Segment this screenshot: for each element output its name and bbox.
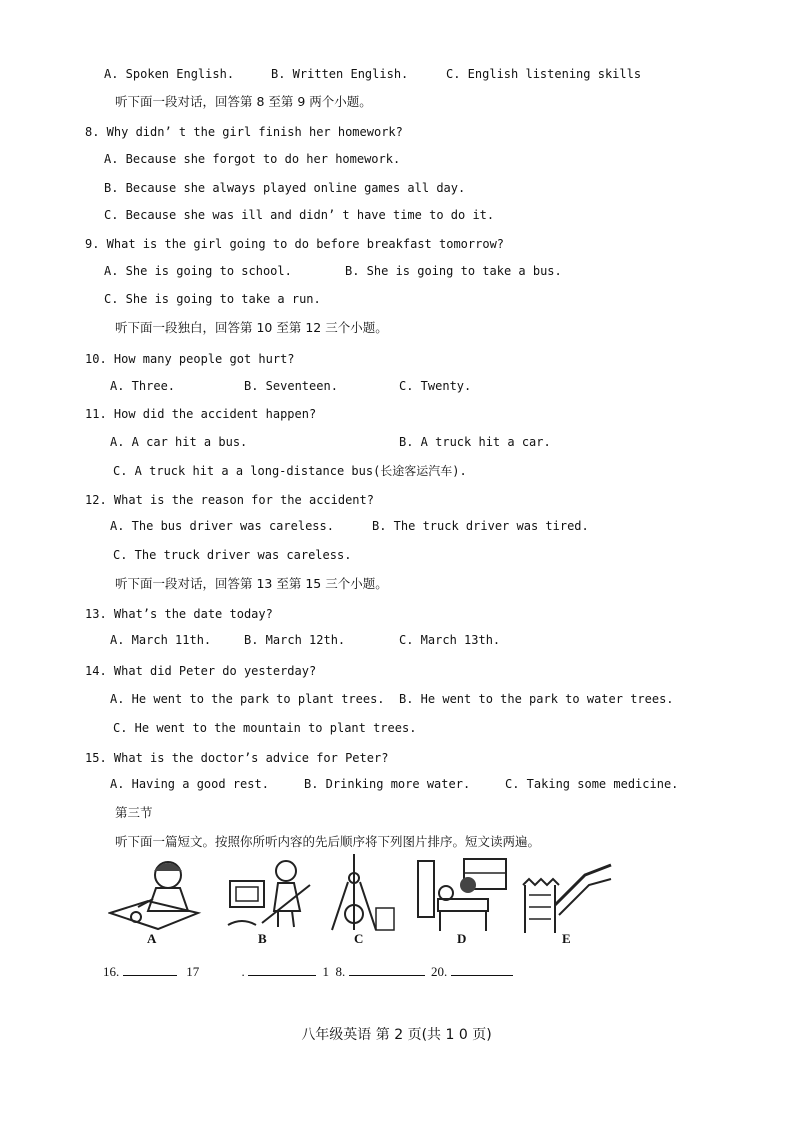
answer-17-blank[interactable] — [248, 963, 316, 976]
q14-stem: 14. What did Peter do yesterday? — [85, 664, 317, 678]
q12-stem: 12. What is the reason for the accident? — [85, 493, 374, 507]
answer-16-blank[interactable] — [123, 963, 177, 976]
q15-option-a: A. Having a good rest. — [110, 777, 269, 791]
instruction-8-9: 听下面一段对话，回答第 8 至第 9 两个小题。 — [115, 94, 372, 109]
q9-option-b: B. She is going to take a bus. — [345, 264, 562, 278]
answer-16-number: 16. — [103, 964, 120, 979]
q12-option-a: A. The bus driver was careless. — [110, 519, 334, 533]
q11-option-a: A. A car hit a bus. — [110, 435, 248, 449]
q10-stem: 10. How many people got hurt? — [85, 352, 295, 366]
q11-option-c: C. A truck hit a a long-distance bus(长途客运汽车). — [113, 464, 467, 478]
girl-sweeping-icon — [222, 855, 317, 935]
answer-dot: . — [241, 964, 245, 979]
q13-option-c: C. March 13th. — [399, 633, 501, 647]
q8-option-b: B. Because she always played online games all day. — [104, 181, 466, 195]
tv-tower-icon — [318, 852, 398, 934]
picture-e-label: E — [562, 931, 571, 946]
q12-option-c: C. The truck driver was careless. — [113, 548, 352, 562]
answer-18-number: 8. — [335, 964, 346, 979]
q14-option-a: A. He went to the park to plant trees. — [110, 692, 385, 706]
section-3-title: 第三节 — [115, 805, 153, 820]
q13-stem: 13. What’s the date today? — [85, 607, 273, 621]
q10-option-c: C. Twenty. — [399, 379, 472, 393]
answer-17-number: 17 — [186, 964, 200, 979]
section-3-instruction: 听下面一篇短文。按照你所听内容的先后顺序将下列图片排序。短文读两遍。 — [115, 834, 541, 849]
q11-stem: 11. How did the accident happen? — [85, 407, 317, 421]
picture-a-label: A — [147, 931, 157, 946]
q7-option-c: C. English listening skills — [446, 67, 642, 81]
picture-c-label: C — [354, 931, 364, 946]
q10-option-a: A. Three. — [110, 379, 176, 393]
instruction-10-12: 听下面一段独白，回答第 10 至第 12 三个小题。 — [115, 320, 388, 335]
answer-row — [103, 963, 513, 980]
answer-18-blank[interactable] — [349, 963, 425, 976]
girl-writing-icon — [108, 855, 208, 935]
answer-1-digit: 1 — [322, 964, 329, 979]
q15-option-b: B. Drinking more water. — [304, 777, 471, 791]
q15-option-c: C. Taking some medicine. — [505, 777, 679, 791]
q15-stem: 15. What is the doctor’s advice for Peter? — [85, 751, 389, 765]
answer-20-number: 20. — [431, 964, 448, 979]
q9-stem: 9. What is the girl going to do before breakfast tomorrow? — [85, 237, 505, 251]
q9-option-c: C. She is going to take a run. — [104, 292, 321, 306]
q11-option-b: B. A truck hit a car. — [399, 435, 551, 449]
picture-d-label: D — [457, 931, 467, 946]
library-reading-icon — [412, 855, 512, 935]
q7-option-a: A. Spoken English. — [104, 67, 235, 81]
answer-20-blank[interactable] — [451, 963, 513, 976]
great-wall-icon — [515, 855, 615, 935]
q14-option-c: C. He went to the mountain to plant trees. — [113, 721, 417, 735]
q13-option-a: A. March 11th. — [110, 633, 212, 647]
q14-option-b: B. He went to the park to water trees. — [399, 692, 674, 706]
q13-option-b: B. March 12th. — [244, 633, 346, 647]
q9-option-a: A. She is going to school. — [104, 264, 292, 278]
q10-option-b: B. Seventeen. — [244, 379, 338, 393]
q7-option-b: B. Written English. — [271, 67, 409, 81]
instruction-13-15: 听下面一段对话，回答第 13 至第 15 三个小题。 — [115, 576, 388, 591]
page-footer: 八年级英语 第 2 页(共 1 0 页) — [301, 1027, 492, 1043]
q8-stem: 8. Why didn’ t the girl finish her homework? — [85, 125, 403, 139]
q8-option-c: C. Because she was ill and didn’ t have time to do it. — [104, 208, 495, 222]
q8-option-a: A. Because she forgot to do her homework. — [104, 152, 401, 166]
q12-option-b: B. The truck driver was tired. — [372, 519, 589, 533]
picture-b-label: B — [258, 931, 267, 946]
